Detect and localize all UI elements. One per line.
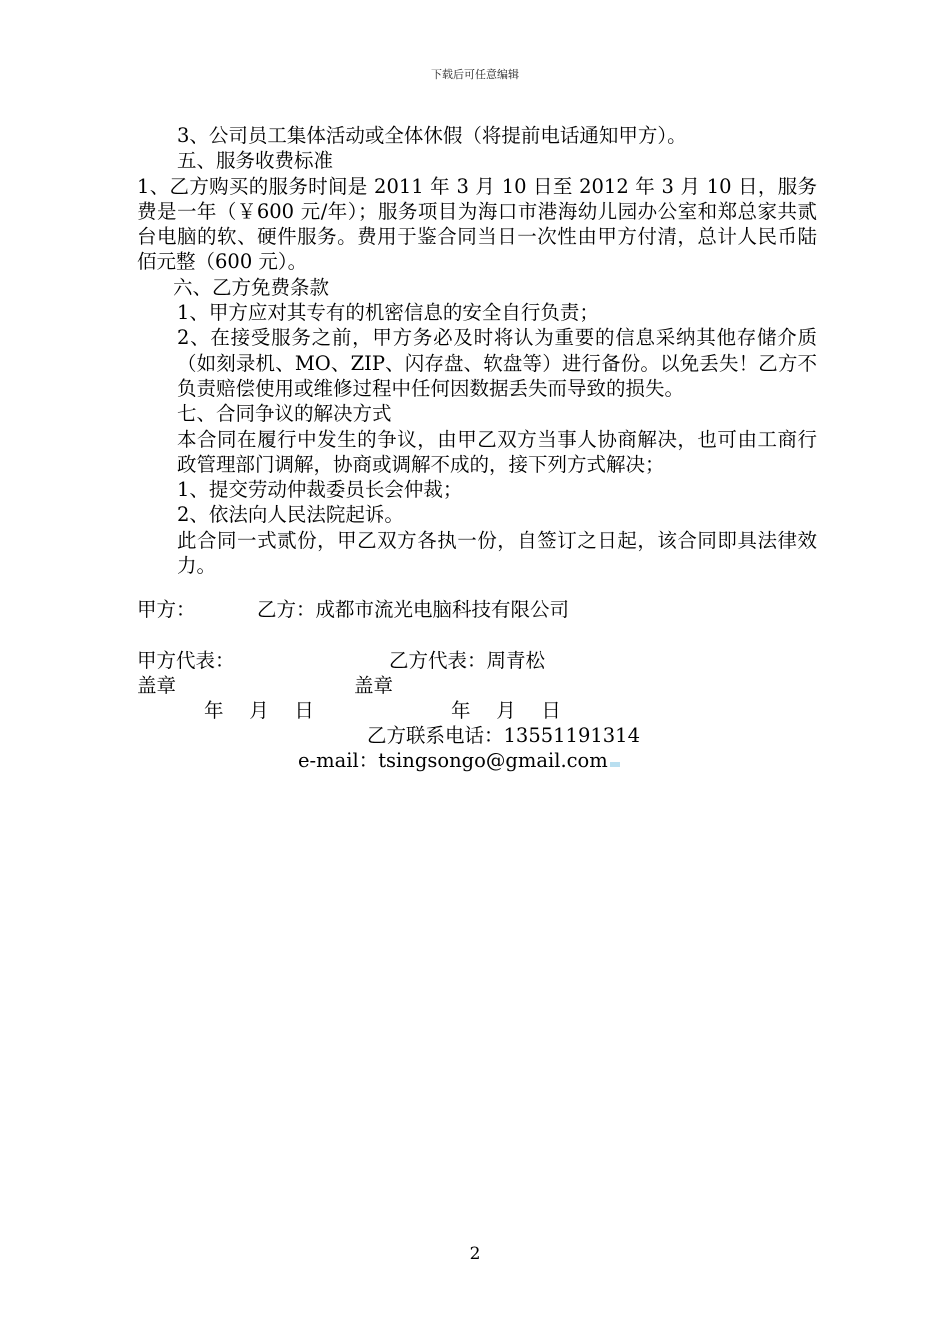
party-b-label: 乙方：成都市流光电脑科技有限公司: [257, 598, 570, 621]
party-a-rep: 甲方代表：: [137, 649, 235, 672]
page-number: 2: [469, 1244, 481, 1264]
dispute-paragraph: 本合同在履行中发生的争议，由甲乙双方当事人协商解决，也可由工商行政管理部门调解，协商或调解不成的，接下列方式解决；: [177, 427, 817, 476]
seal-b: 盖章: [354, 674, 394, 697]
signature-block: [137, 597, 837, 622]
date-b: 年 月 日: [451, 699, 561, 722]
email-highlight-mark: [610, 762, 620, 767]
exemption-item-2: 2、在接受服务之前，甲方务必及时将认为重要的信息采纳其他存储介质（如刻录机、MO、ZIP、闪存盘、软盘等）进行备份。以免丢失！乙方不负责赔偿使用或维修过程中任何因数据丢失而导致的损失。: [177, 326, 817, 400]
date-a: 年 月 日: [204, 699, 314, 722]
section-heading-fee: 五、服务收费标准: [177, 149, 334, 173]
fee-paragraph: 1、乙方购买的服务时间是 2011 年 3 月 10 日至 2012 年 3 月 10 日，服务费是一年（￥600 元/年）；服务项目为海口市港海幼儿园办公室和郑总家共贰台电脑的软、硬件服务。费用于鉴合同当日一次性由甲方付清，总计人民币陆佰元整（600 元）。: [137, 174, 817, 274]
section-heading-dispute: 七、合同争议的解决方式: [177, 402, 392, 426]
section-heading-exemption: 六、乙方免费条款: [173, 275, 330, 299]
dispute-item-1: 1、提交劳动仲裁委员长会仲裁；: [177, 478, 463, 502]
party-a-label: 甲方：: [137, 598, 196, 621]
clause-item-3: 3、公司员工集体活动或全体休假（将提前电话通知甲方）。: [177, 124, 687, 147]
validity-paragraph: 此合同一式贰份，甲乙双方各执一份，自签订之日起，该合同即具法律效力。: [177, 528, 817, 578]
seal-a: 盖章: [137, 674, 177, 697]
signature-reps: [137, 648, 837, 773]
exemption-item-1: 1、甲方应对其专有的机密信息的安全自行负责；: [177, 301, 599, 325]
email: e-mail：tsingsongo@gmail.com: [298, 749, 608, 772]
party-b-rep: 乙方代表：周青松: [389, 649, 546, 672]
dispute-item-2: 2、依法向人民法院起诉。: [177, 503, 404, 527]
phone: 乙方联系电话：13551191314: [367, 724, 640, 747]
contract-body: [137, 123, 817, 578]
email-line: [298, 748, 620, 773]
page-header-note: 下载后可任意编辑: [431, 68, 519, 81]
